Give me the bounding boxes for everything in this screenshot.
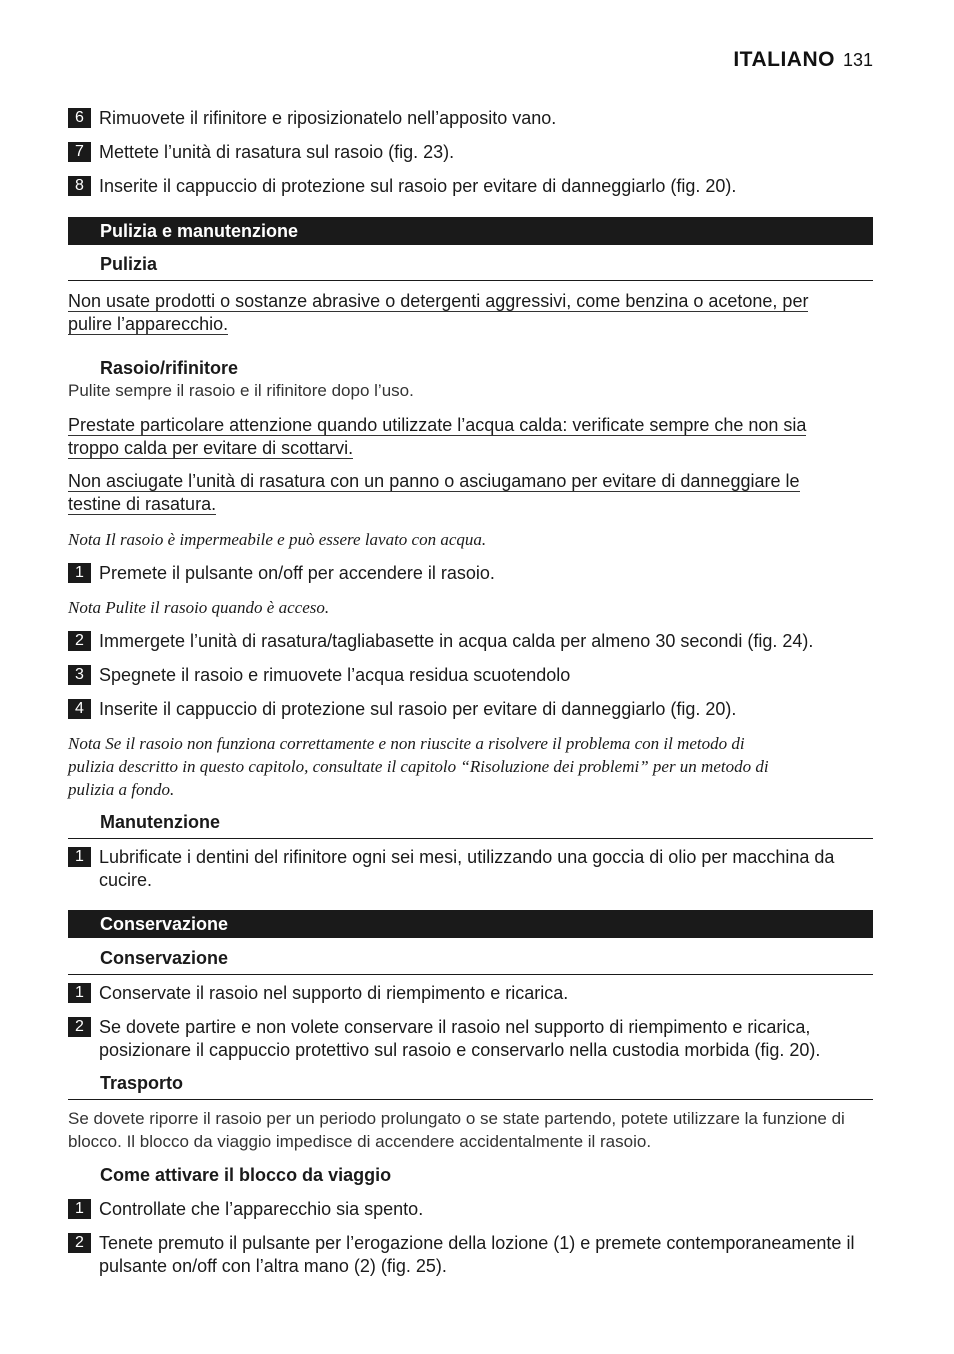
subsection-title: Trasporto: [100, 1073, 184, 1093]
warning-line: pulire l’apparecchio.: [68, 314, 229, 334]
subsection-heading: [68, 252, 873, 281]
note-text: Nota Il rasoio è impermeabile e può essere lavato con acqua.: [68, 530, 487, 549]
step-item: [68, 698, 873, 721]
step-item: [68, 630, 873, 653]
step-number: 1: [68, 983, 91, 1003]
step-item: [68, 846, 873, 892]
step-text: Mettete l’unità di rasatura sul rasoio (fig. 23).: [99, 142, 455, 162]
step-number: 2: [68, 1017, 91, 1037]
step-item: [68, 982, 873, 1005]
step-text: Conservate il rasoio nel supporto di riempimento e ricarica.: [99, 983, 569, 1003]
step-item: [68, 107, 873, 130]
sub-subheading: Come attivare il blocco da viaggio: [100, 1165, 392, 1185]
warning-line: troppo calda per evitare di scottarvi.: [68, 438, 354, 458]
step-text: Controllate che l’apparecchio sia spento.: [99, 1199, 424, 1219]
step-text: Rimuovete il rifinitore e riposizionatelo nell’apposito vano.: [99, 108, 557, 128]
subsection-heading: [68, 946, 873, 975]
step-item: [68, 141, 873, 164]
step-item: [68, 562, 873, 585]
step-text: Inserite il cappuccio di protezione sul rasoio per evitare di danneggiarlo (fig. 20).: [99, 699, 737, 719]
step-text: Premete il pulsante on/off per accendere il rasoio.: [99, 563, 495, 583]
warning-text: [68, 414, 873, 460]
subsection-heading: [68, 810, 873, 839]
warning-line: Non usate prodotti o sostanze abrasive o detergenti aggressivi, come benzina o acetone, per: [68, 291, 809, 311]
subsection-title: Manutenzione: [100, 812, 220, 832]
step-text: Spegnete il rasoio e rimuovete l’acqua residua scuotendolo: [99, 665, 571, 685]
subsection-title: Pulizia: [100, 254, 158, 274]
warning-line: testine di rasatura.: [68, 494, 217, 514]
page-header: [733, 48, 873, 72]
step-number: 1: [68, 847, 91, 867]
step-item: [68, 1198, 873, 1221]
page-number: 131: [842, 50, 873, 70]
step-text: Se dovete partire e non volete conservare il rasoio nel supporto di riempimento e ricarica, posizionare il cappuccio protettivo sul rasoio e conservarlo nella custodia morbida (fig. 20).: [99, 1017, 821, 1060]
step-number: 3: [68, 665, 91, 685]
language-label: ITALIANO: [733, 48, 835, 71]
section-title: Pulizia e manutenzione: [100, 221, 299, 241]
subsection-heading: [68, 1071, 873, 1100]
step-number: 8: [68, 176, 91, 196]
step-number: 2: [68, 1233, 91, 1253]
step-number: 6: [68, 108, 91, 128]
section-title-bar: [68, 910, 873, 938]
note-text: Nota Pulite il rasoio quando è acceso.: [68, 598, 330, 617]
body-text: Se dovete riporre il rasoio per un periodo prolungato o se state partendo, potete utilizzare la funzione di blocco. Il blocco da viaggio impedisce di accendere accidentalmente il rasoio.: [68, 1109, 845, 1151]
section-title-bar: [68, 217, 873, 245]
step-number: 7: [68, 142, 91, 162]
subsection-title: Conservazione: [100, 948, 229, 968]
warning-line: Prestate particolare attenzione quando utilizzate l’acqua calda: verificate sempre che non sia: [68, 415, 807, 435]
note-line: pulizia descritto in questo capitolo, consultate il capitolo “Risoluzione dei problemi” per un metodo di: [68, 757, 769, 776]
warning-line: Non asciugate l’unità di rasatura con un panno o asciugamano per evitare di danneggiare le: [68, 471, 800, 491]
step-number: 2: [68, 631, 91, 651]
step-number: 1: [68, 1199, 91, 1219]
step-text: Immergete l’unità di rasatura/tagliabasette in acqua calda per almeno 30 secondi (fig. 24).: [99, 631, 814, 651]
step-number: 4: [68, 699, 91, 719]
section-title: Conservazione: [100, 914, 229, 934]
note-text: [68, 732, 873, 801]
step-item: [68, 175, 873, 198]
body-text: Pulite sempre il rasoio e il rifinitore dopo l’uso.: [68, 381, 414, 400]
warning-text: [68, 470, 873, 516]
step-item: [68, 664, 873, 687]
step-item: [68, 1232, 873, 1278]
warning-text: [68, 290, 873, 336]
step-item: [68, 1016, 873, 1062]
step-text: Lubrificate i dentini del rifinitore ogni sei mesi, utilizzando una goccia di olio per macchina da cucire.: [99, 847, 835, 890]
step-number: 1: [68, 563, 91, 583]
step-text: Tenete premuto il pulsante per l’erogazione della lozione (1) e premete contemporaneamente il pulsante on/off con l’altra mano (2) (fig. 25).: [99, 1233, 855, 1276]
note-line: Nota Se il rasoio non funziona correttamente e non riuscite a risolvere il problema con il metodo di: [68, 734, 745, 753]
step-text: Inserite il cappuccio di protezione sul rasoio per evitare di danneggiarlo (fig. 20).: [99, 176, 737, 196]
note-line: pulizia a fondo.: [68, 780, 175, 799]
sub-subheading: Rasoio/rifinitore: [100, 358, 239, 378]
